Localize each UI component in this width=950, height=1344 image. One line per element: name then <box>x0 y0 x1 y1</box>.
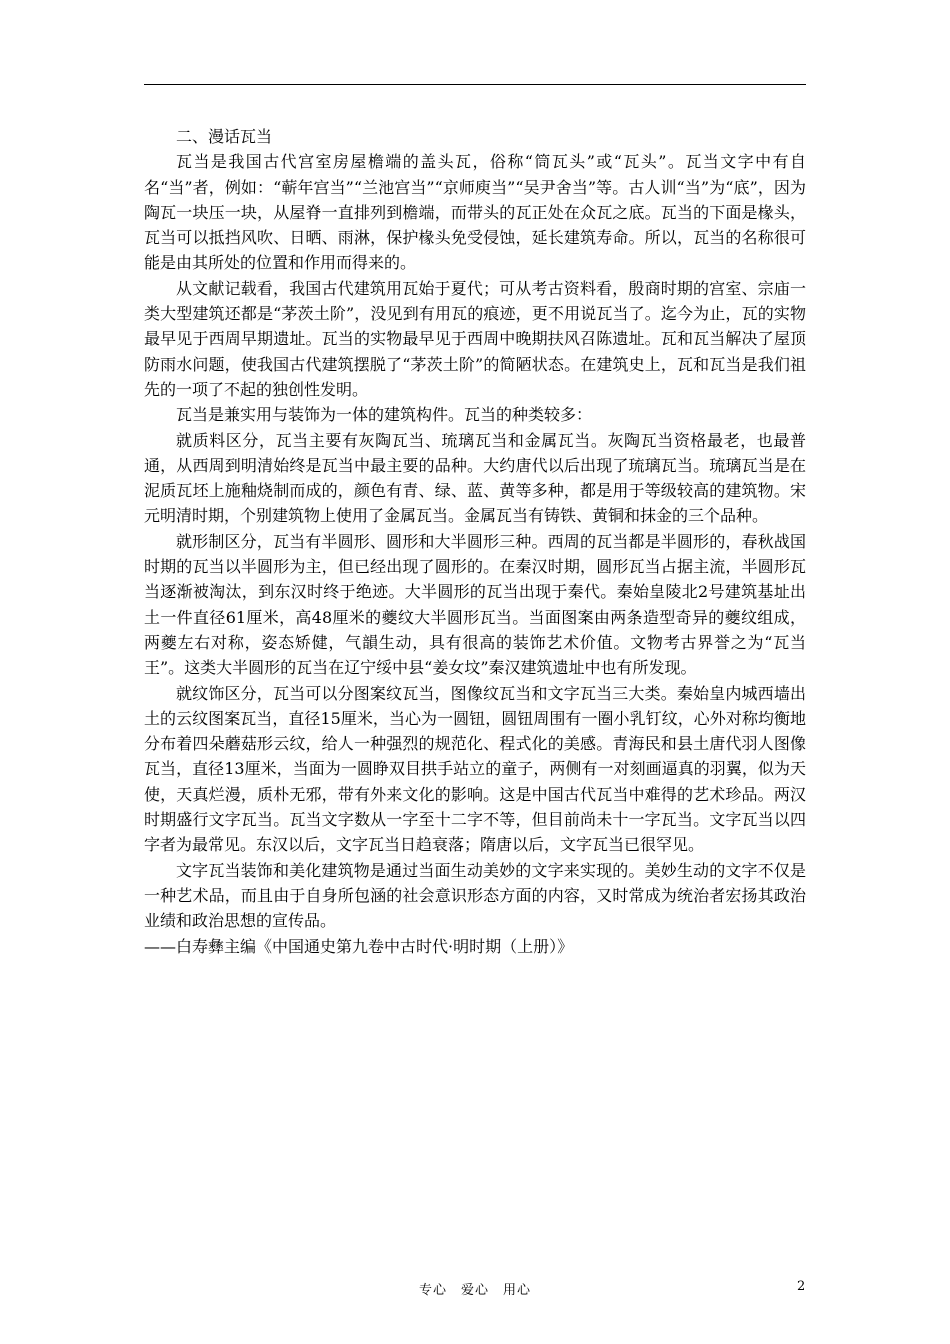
header-rule <box>144 84 806 85</box>
article-body <box>144 124 806 959</box>
citation: ——白寿彝主编《中国通史第九卷中古时代·明时期（上册）》 <box>144 936 574 956</box>
paragraph-7: 文字瓦当装饰和美化建筑物是通过当面生动美妙的文字来实现的。美妙生动的文字不仅是一种艺术品，而且由于自身所包涵的社会意识形态方面的内容，又时常成为统治者宏扬其政治业绩和政治思想的宣传品。 <box>144 860 806 931</box>
paragraph-6: 就纹饰区分，瓦当可以分图案纹瓦当，图像纹瓦当和文字瓦当三大类。秦始皇内城西墙出土的云纹图案瓦当，直径15厘米，当心为一圆钮，圆钮周围有一圈小乳钉纹，心外对称均衡地分布着四朵蘑菇形云纹，给人一种强烈的规范化、程式化的美感。青海民和县土唐代羽人图像瓦当，直径13厘米，当面为一圆睁双目拱手站立的童子，两侧有一对刻画逼真的羽翼，似为天使，天真烂漫，质朴无邪，带有外来文化的影响。这是中国古代瓦当中难得的艺术珍品。两汉时期盛行文字瓦当。瓦当文字数从一字至十二字不等，但目前尚未十一字瓦当。文字瓦当以四字者为最常见。东汉以后，文字瓦当日趋衰落；隋唐以后，文字瓦当已很罕见。 <box>144 683 806 855</box>
page-number: 2 <box>797 1279 806 1294</box>
paragraph-3: 瓦当是兼实用与装饰为一体的建筑构件。瓦当的种类较多： <box>176 405 593 425</box>
paragraph-1: 瓦当是我国古代宫室房屋檐端的盖头瓦，俗称“筒瓦头”或“瓦头”。瓦当文字中有自名“当”者，例如：“蕲年宫当”“兰池宫当”“京师庾当”“吴尹舍当”等。古人训“当”为“底”，因为陶瓦一块压一块，从屋脊一直排列到檐端，而带头的瓦正处在众瓦之底。瓦当的下面是椽头，瓦当可以抵挡风吹、日晒、雨淋，保护椽头免受侵蚀，延长建筑寿命。所以，瓦当的名称很可能是由其所处的位置和作用而得来的。 <box>144 152 806 273</box>
paragraph-5: 就形制区分，瓦当有半圆形、圆形和大半圆形三种。西周的瓦当都是半圆形的，春秋战国时期的瓦当以半圆形为主，但已经出现了圆形的。在秦汉时期，圆形瓦当占据主流，半圆形瓦当逐渐被淘汰，到东汉时终于绝迹。大半圆形的瓦当出现于秦代。秦始皇陵北2号建筑基址出土一件直径61厘米，高48厘米的夔纹大半圆形瓦当。当面图案由两条造型奇异的夔纹组成，两夔左右对称，姿态矫健，气韻生动，具有很高的装饰艺术价值。文物考古界誉之为“瓦当王”。这类大半圆形的瓦当在辽宁绥中县“姜女坟”秦汉建筑遗址中也有所发现。 <box>144 531 806 678</box>
paragraph-4: 就质料区分，瓦当主要有灰陶瓦当、琉璃瓦当和金属瓦当。灰陶瓦当资格最老，也最普通，从西周到明清始终是瓦当中最主要的品种。大约唐代以后出现了琉璃瓦当。琉璃瓦当是在泥质瓦坯上施釉烧制而成的，颜色有青、绿、蓝、黄等多种，都是用于等级较高的建筑物。宋元明清时期，个别建筑物上使用了金属瓦当。金属瓦当有铸铁、黄铜和抹金的三个品种。 <box>144 430 806 526</box>
section-title: 二、漫话瓦当 <box>176 127 273 146</box>
footer-motto: 专心 爱心 用心 <box>418 1283 531 1298</box>
paragraph-2: 从文献记载看，我国古代建筑用瓦始于夏代；可从考古资料看，殷商时期的宫室、宗庙一类大型建筑还都是“茅茨土阶”，没见到有用瓦的痕迹，更不用说瓦当了。迄今为止，瓦的实物最早见于西周早期遗址。瓦当的实物最早见于西周中晚期扶风召陈遗址。瓦和瓦当解决了屋顶防雨水问题，使我国古代建筑摆脱了“茅茨土阶”的简陋状态。在建筑史上，瓦和瓦当是我们祖先的一项了不起的独创性发明。 <box>144 278 806 399</box>
